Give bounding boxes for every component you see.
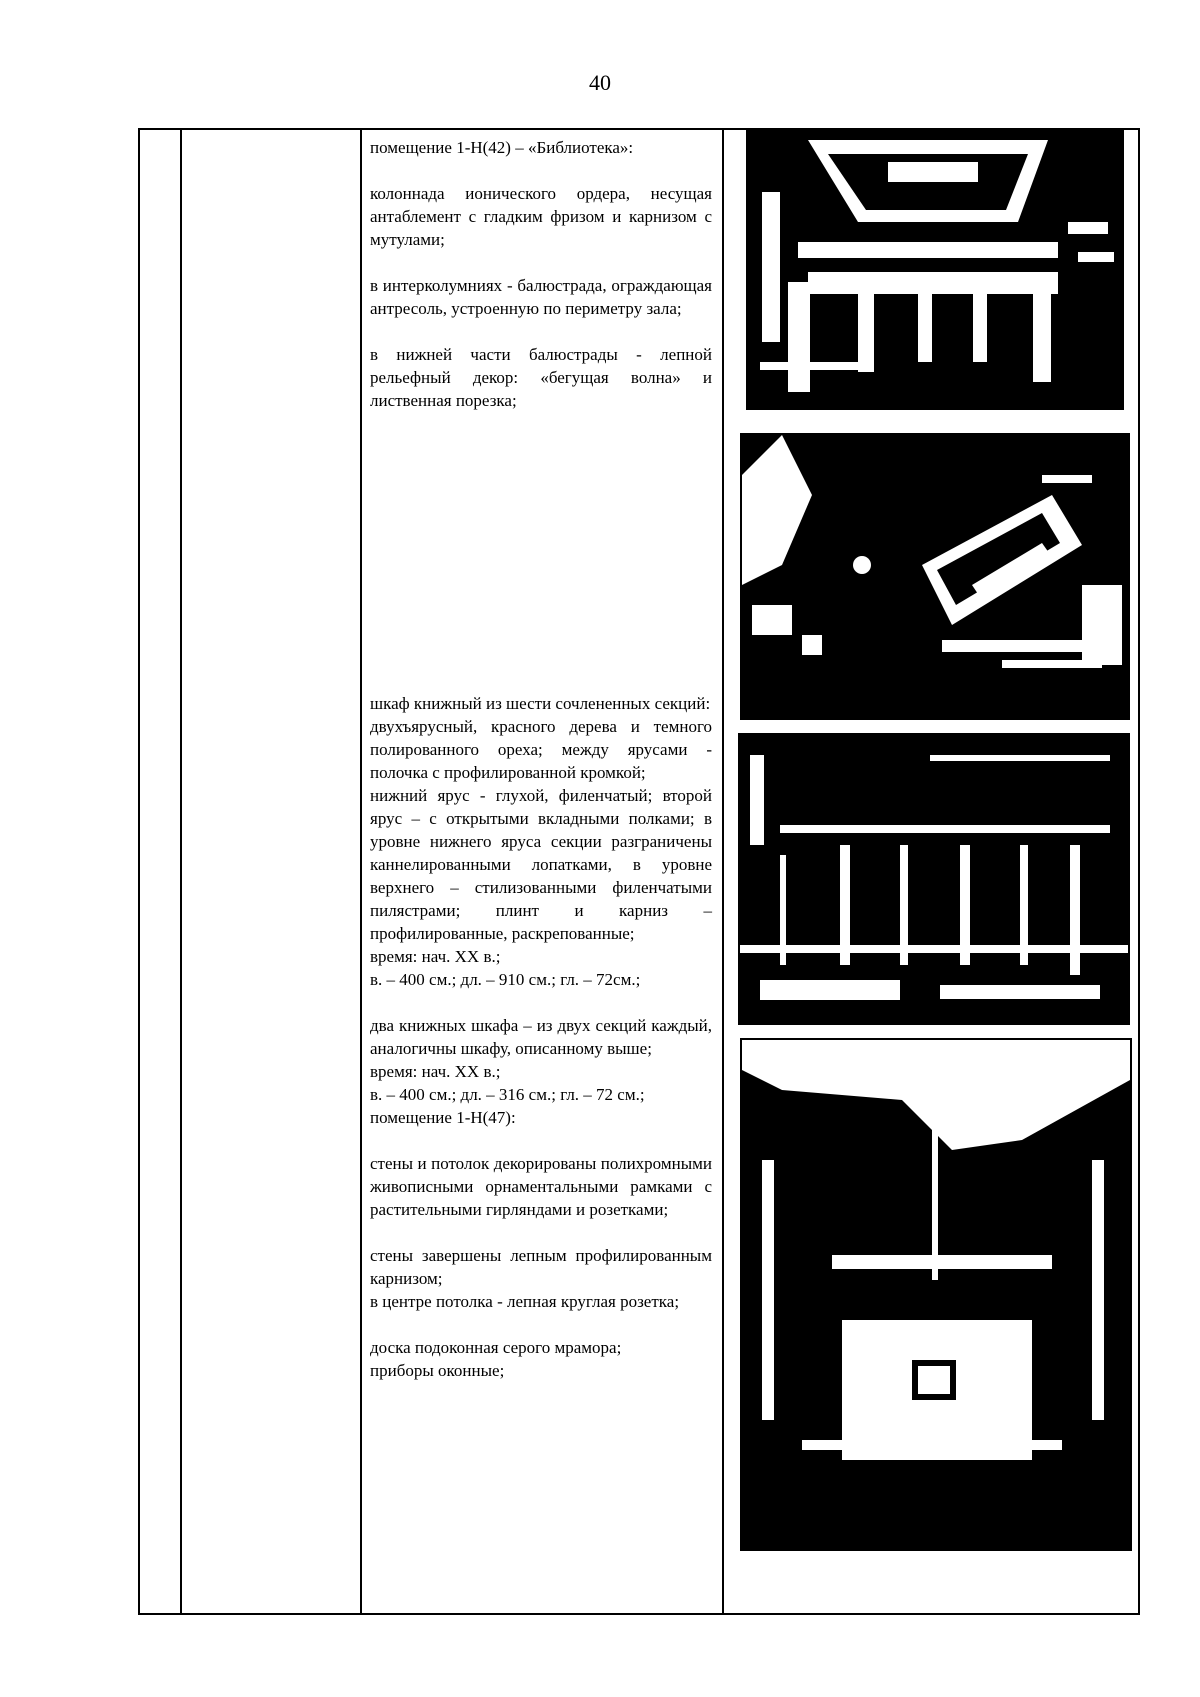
paragraph: приборы оконные; — [370, 1361, 505, 1380]
paragraph: в центре потолка - лепная круглая розетка; — [370, 1292, 680, 1311]
paragraph: стены завершены лепным профилированным карнизом; — [370, 1246, 712, 1288]
paragraph: нижний ярус - глухой, филенчатый; второй ярус – с открытыми вкладными полками; в уровне нижнего яруса секции разграничены каннелированными лопатками, в уровне верхнего – стилизованными филенчатыми пилястрами; плинт и карниз – профилированные, раскрепованные; — [370, 786, 712, 943]
paragraph: в интерколумниях - балюстрада, ограждающая антресоль, устроенную по периметру зала; — [370, 276, 712, 318]
room-47-ceiling-photo — [740, 1038, 1132, 1551]
page-number: 40 — [589, 70, 611, 95]
paragraph: в. – 400 см.; дл. – 316 см.; гл. – 72 см.; — [370, 1085, 645, 1104]
paragraph: помещение 1-Н(47): — [370, 1108, 516, 1127]
paragraph: два книжных шкафа – из двух секций каждый, аналогичны шкафу, описанному выше; — [370, 1016, 712, 1058]
photo-graphic — [740, 735, 1128, 1023]
paragraph: доска подоконная серого мрамора; — [370, 1338, 622, 1357]
column-divider — [722, 130, 724, 1613]
column-divider — [360, 130, 362, 1613]
description-cell — [370, 136, 712, 1382]
paragraph: колоннада ионического ордера, несущая антаблемент с гладким фризом и карнизом с мутулами; — [370, 184, 712, 249]
library-colonnade-photo — [746, 130, 1124, 410]
bookcase-photo — [738, 733, 1130, 1025]
balustrade-detail-photo — [740, 433, 1130, 720]
paragraph: в. – 400 см.; дл. – 910 см.; гл. – 72см.; — [370, 970, 641, 989]
paragraph: время: нач. XX в.; — [370, 947, 501, 966]
column-divider — [180, 130, 182, 1613]
photo-graphic — [742, 435, 1128, 718]
paragraph: стены и потолок декорированы полихромными живописными орнаментальными рамками с растительными гирляндами и розетками; — [370, 1154, 712, 1219]
monument-table — [138, 128, 1140, 1615]
paragraph: двухъярусный, красного дерева и темного полированного ореха; между ярусами - полочка с профилированной кромкой; — [370, 717, 712, 782]
photo-graphic — [742, 1040, 1130, 1549]
paragraph: помещение 1-Н(42) – «Библиотека»: — [370, 138, 634, 157]
photo-graphic — [748, 132, 1122, 408]
paragraph: шкаф книжный из шести сочлененных секций: — [370, 694, 711, 713]
paragraph: в нижней части балюстрады - лепной рельефный декор: «бегущая волна» и лиственная порезка; — [370, 345, 712, 410]
paragraph: время: нач. XX в.; — [370, 1062, 501, 1081]
